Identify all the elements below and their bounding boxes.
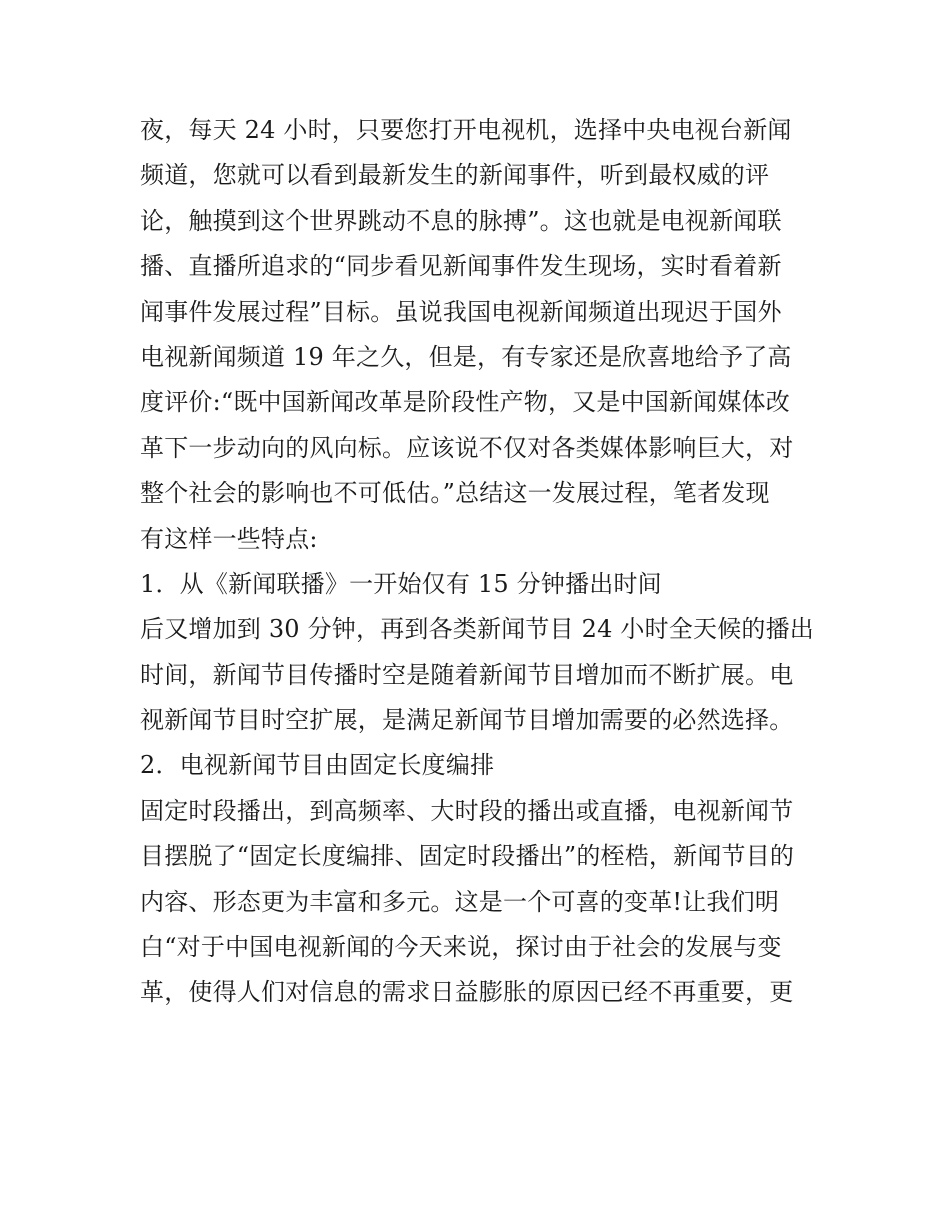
text-line: 内容、形态更为丰富和多元。这是一个可喜的变革!让我们明 — [140, 887, 780, 916]
text-line: 革下一步动向的风向标。应该说不仅对各类媒体影响巨大，对 — [140, 433, 794, 462]
text-line: 革，使得人们对信息的需求日益膨胀的原因已经不再重要，更 — [140, 978, 794, 1007]
text-line: 视新闻节目时空扩展，是满足新闻节目增加需要的必然选择。 — [140, 706, 794, 735]
text-line: 播、直播所追求的“同步看见新闻事件发生现场，实时看着新 — [140, 252, 782, 281]
text-line: 频道，您就可以看到最新发生的新闻事件，听到最权威的评 — [140, 161, 770, 190]
document-body-text — [140, 108, 830, 1016]
text-line: 论，触摸到这个世界跳动不息的脉搏”。这也就是电视新闻联 — [140, 206, 782, 235]
text-line: 后又增加到 30 分钟，再到各类新闻节目 24 小时全天候的播出 — [140, 615, 814, 644]
text-line: 闻事件发展过程”目标。虽说我国电视新闻频道出现迟于国外 — [140, 297, 782, 326]
text-line: 整个社会的影响也不可低估。”总结这一发展过程，笔者发现 — [140, 479, 770, 508]
text-line: 固定时段播出，到高频率、大时段的播出或直播，电视新闻节 — [140, 796, 794, 825]
text-line: 电视新闻频道 19 年之久，但是，有专家还是欣喜地给予了高 — [140, 342, 792, 371]
section-heading-1: 1．从《新闻联播》一开始仅有 15 分钟播出时间 — [140, 569, 662, 598]
text-line: 有这样一些特点: — [140, 524, 318, 553]
text-line: 时间，新闻节目传播时空是随着新闻节目增加而不断扩展。电 — [140, 660, 794, 689]
text-line: 白“对于中国电视新闻的今天来说，探讨由于社会的发展与变 — [140, 933, 782, 962]
text-line: 度评价:“既中国新闻改革是阶段性产物，又是中国新闻媒体改 — [140, 388, 790, 417]
text-line: 夜，每天 24 小时，只要您打开电视机，选择中央电视台新闻 — [140, 116, 792, 144]
text-line: 目摆脱了“固定长度编排、固定时段播出”的桎梏，新闻节目的 — [140, 842, 795, 871]
section-heading-2: 2．电视新闻节目由固定长度编排 — [140, 751, 495, 780]
